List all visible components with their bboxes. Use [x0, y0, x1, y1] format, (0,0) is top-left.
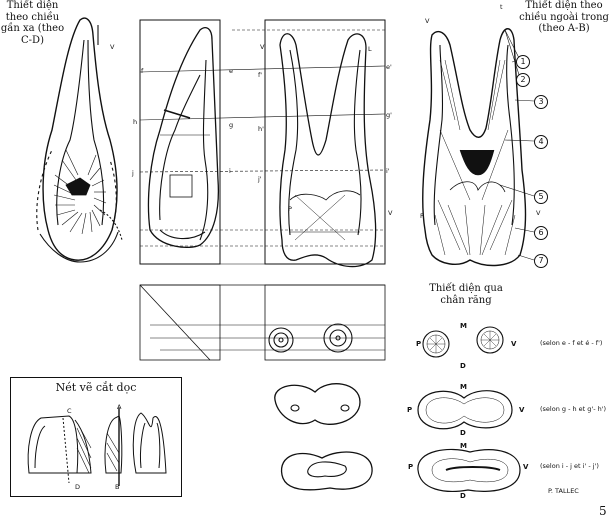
- inset-letter-a: A: [117, 403, 122, 411]
- section-row-label-2: (selon g - h et g'- h'): [540, 405, 607, 413]
- label-4: 4: [534, 135, 548, 149]
- inset-letter-c: C: [67, 407, 72, 415]
- author-credit: P. TALLEC: [548, 487, 579, 495]
- section-row-label-3: (selon i - j et i' - j'): [540, 462, 599, 470]
- side-letter-l: L: [368, 45, 372, 53]
- grid-letter-i-prime: i': [386, 167, 390, 175]
- inset-title: Nét vẽ cắt dọc: [55, 381, 137, 394]
- mesiodistal-caption: Thiết diện theo chiều gần xa (theo C-D): [0, 0, 65, 46]
- page-number: 5: [599, 504, 607, 518]
- longitudinal-section-inset: [10, 377, 182, 497]
- grid-letter-f-prime: f': [258, 71, 263, 79]
- grid-letter-j-prime: j': [258, 175, 262, 183]
- section2-letter-p: P: [407, 406, 413, 414]
- side-letter-v-mid-lower: V: [388, 209, 393, 217]
- label-5: 5: [534, 190, 548, 204]
- grid-letter-g: g: [229, 121, 234, 129]
- section1-letter-p: P: [416, 340, 422, 348]
- side-letter-v-left: V: [110, 43, 115, 51]
- side-letter-t: t: [500, 3, 503, 11]
- grid-letter-e-prime: e': [386, 63, 392, 71]
- section2-letter-v: V: [519, 406, 525, 414]
- grid-letter-i: i: [229, 167, 231, 175]
- side-letter-p-mid: P: [288, 205, 292, 213]
- grid-letter-f: f: [141, 67, 144, 75]
- grid-letter-g-prime: g': [386, 111, 392, 119]
- projection-grid-drawing: [140, 20, 385, 267]
- grid-letter-j: j: [132, 169, 134, 177]
- root-crosssection-drawings: [418, 327, 520, 491]
- grid-letter-h: h: [133, 118, 138, 126]
- label-7: 7: [534, 254, 548, 268]
- side-letter-v-mid: V: [260, 43, 265, 51]
- grid-letter-h-prime: h': [258, 125, 264, 133]
- label-3: 3: [534, 95, 548, 109]
- section3-letter-d: D: [460, 492, 466, 500]
- section2-letter-m: M: [460, 383, 467, 391]
- section3-letter-p: P: [408, 463, 414, 471]
- section-row-label-1: (selon e - f et é - f'): [540, 339, 603, 347]
- side-letter-v-right-lower: V: [536, 209, 541, 217]
- root-sections-caption: Thiết diện qua chân răng: [429, 283, 503, 306]
- grid-letter-e: e: [229, 67, 233, 75]
- section2-letter-d: D: [460, 429, 466, 437]
- section3-letter-m: M: [460, 442, 467, 450]
- mesiodistal-section-drawing: [37, 18, 122, 262]
- buccolingual-caption: Thiết diện theo chiều ngoài trong (theo A-B): [519, 0, 609, 34]
- section1-letter-m: M: [460, 322, 467, 330]
- label-1: 1: [516, 55, 530, 69]
- inset-drawing: [11, 378, 181, 496]
- inset-letter-d: D: [75, 483, 81, 491]
- label-6: 6: [534, 226, 548, 240]
- side-letter-p-right: P: [420, 212, 424, 220]
- section3-letter-v: V: [523, 463, 529, 471]
- section1-letter-v: V: [511, 340, 517, 348]
- label-2: 2: [516, 73, 530, 87]
- side-letter-v-right: V: [425, 17, 430, 25]
- section1-letter-d: D: [460, 362, 466, 370]
- inset-letter-b: B: [115, 483, 120, 491]
